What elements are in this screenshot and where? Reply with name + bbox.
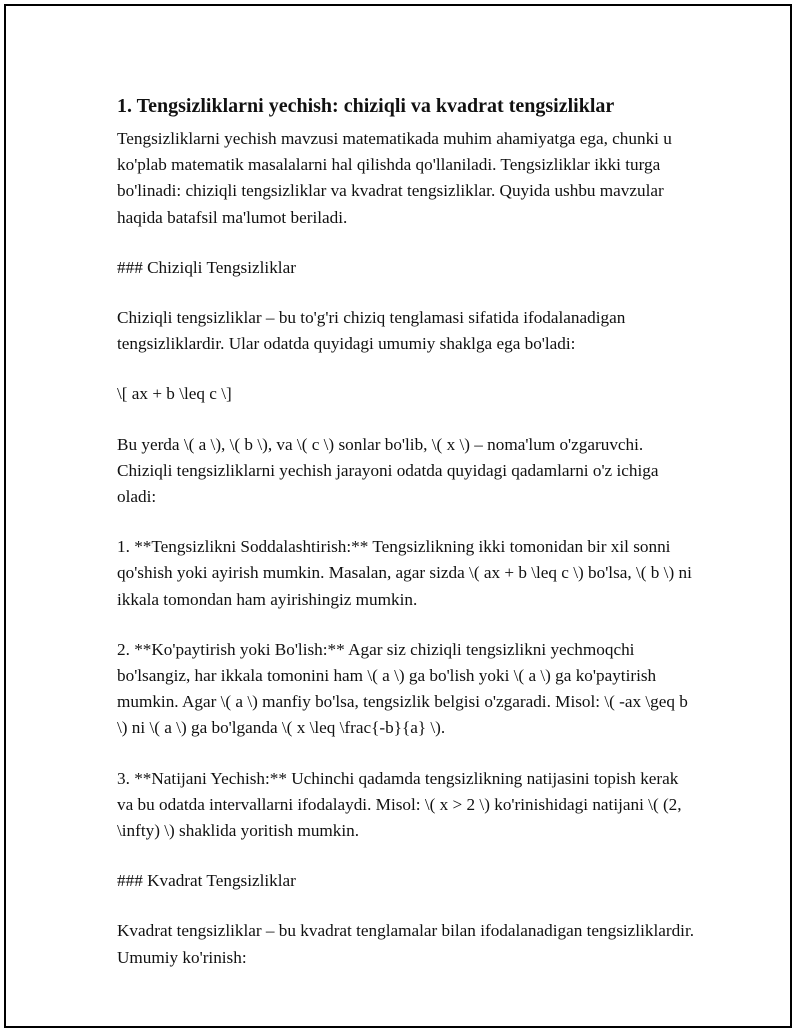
linear-formula: \[ ax + b \leq c \] bbox=[117, 384, 232, 404]
document-title: 1. Tengsizliklarni yechish: chiziqli va kvadrat tengsizliklar bbox=[117, 95, 615, 117]
variables-paragraph: Bu yerda \( a \), \( b \), va \( c \) sonlar bo'lib, \( x \) – noma'lum o'zgaruvchi. Chiziqli tengsizliklarni yechish jarayoni odatda quyidagi qadamlarni o'z ichiga oladi: bbox=[117, 434, 659, 507]
step-3-paragraph: 3. **Natijani Yechish:** Uchinchi qadamda tengsizlikning natijasini topish kerak va bu odatda intervallarni ifodalaydi. Misol: \( x > 2 \) ko'rinishidagi natijani \( (2, \infty) \) shaklida yoritish mumkin. bbox=[117, 768, 682, 841]
quadratic-definition-paragraph: Kvadrat tengsizliklar – bu kvadrat tenglamalar bilan ifodalanadigan tengsizliklardir. Umumiy ko'rinish: bbox=[117, 921, 695, 967]
step-2-paragraph: 2. **Ko'paytirish yoki Bo'lish:** Agar siz chiziqli tengsizlikni yechmoqchi bo'lsangiz, har ikkala tomonini ham \( a \) ga bo'lish yoki \( a \) ga ko'paytirish mumkin. Agar \( a \) manfiy bo'lsa, tengsizlik belgisi o'zgaradi. Misol: \( -ax \geq b \) ni \( a \) ga bo'lganda \( x \leq \frac{-b}{a} \). bbox=[117, 639, 688, 738]
step-1-paragraph: 1. **Tengsizlikni Soddalashtirish:** Tengsizlikning ikki tomonidan bir xil sonni qo'shish yoki ayirish mumkin. Masalan, agar sizda \( ax + b \leq c \) bo'lsa, \( b \) ni ikkala tomondan ham ayirishingiz mumkin. bbox=[117, 537, 692, 609]
quadratic-section-heading: ### Kvadrat Tengsizliklar bbox=[117, 871, 296, 891]
linear-section-heading: ### Chiziqli Tengsizliklar bbox=[117, 257, 296, 277]
intro-paragraph: Tengsizliklarni yechish mavzusi matematikada muhim ahamiyatga ega, chunki u ko'plab matematik masalalarni hal qilishda qo'llaniladi. Tengsizliklar ikki turga bo'linadi: chiziqli tengsizliklar va kvadrat tengsizliklar. Quyida ushbu mavzular haqida batafsil ma'lumot beriladi. bbox=[117, 129, 672, 227]
linear-definition-paragraph: Chiziqli tengsizliklar – bu to'g'ri chiziq tenglamasi sifatida ifodalanadigan tengsizliklardir. Ular odatda quyidagi umumiy shaklga ega bo'ladi: bbox=[117, 308, 626, 354]
document-body bbox=[117, 92, 697, 995]
